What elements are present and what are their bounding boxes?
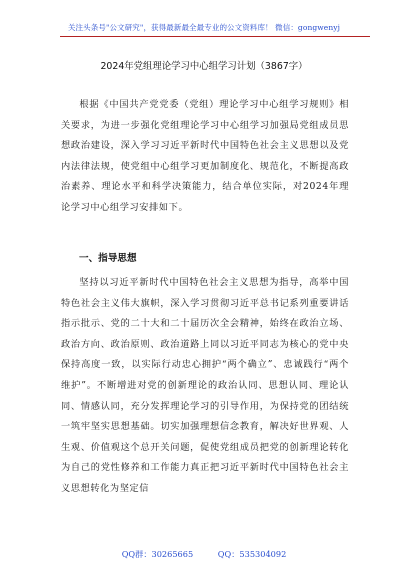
section-heading-guiding-ideology: 一、指导思想 xyxy=(79,253,137,264)
header-promo-text: 关注头条号"公文研究"，获得最新最全最专业的公文资料库！ 微信：gongwenyj xyxy=(67,23,341,32)
footer-contact xyxy=(0,549,408,560)
guiding-ideology-paragraph: 坚持以习近平新时代中国特色社会主义思想为指导，高举中国特色社会主义伟大旗帜，深入学习贯彻习近平总书记系列重要讲话指示批示、党的二十大和二十届历次全会精神，始终在政治立场、政治方向、政治原则、政治道路上同以习近平同志为核心的党中央保持高度一致，以实际行动忠心拥护“两个确立”、忠诚践行“两个维护”。不断增进对党的创新理论的政治认同、思想认同、理论认同、情感认同，充分发挥理论学习的引导作用，为保持党的团结统一筑牢坚实思想基础。切实加强理想信念教育，解决好世界观、人生观、价值观这个总开关问题，促使党组成员把党的创新理论转化为自己的党性修养和工作能力真正把习近平新时代中国特色社会主义思想转化为坚定信 xyxy=(61,277,349,494)
footer-qq-group: QQ群：30265665 xyxy=(121,549,194,559)
footer-qq-number: QQ：535304092 xyxy=(217,549,287,559)
header-divider xyxy=(60,36,370,37)
intro-paragraph: 根据《中国共产党党委（党组）理论学习中心组学习规则》相关要求，为进一步强化党组理论学习中心组学习加强局党组成员思想政治建设，深入学习习近平新时代中国特色社会主义思想以及党内法律法规，使党组中心组学习更加制度化、规范化，不断提高政治素养、理论水平和科学决策能力，结合单位实际，对2024年理论学习中心组学习安排如下。 xyxy=(61,99,349,213)
document-title: 2024年党组理论学习中心组学习计划（3867字） xyxy=(100,61,308,72)
